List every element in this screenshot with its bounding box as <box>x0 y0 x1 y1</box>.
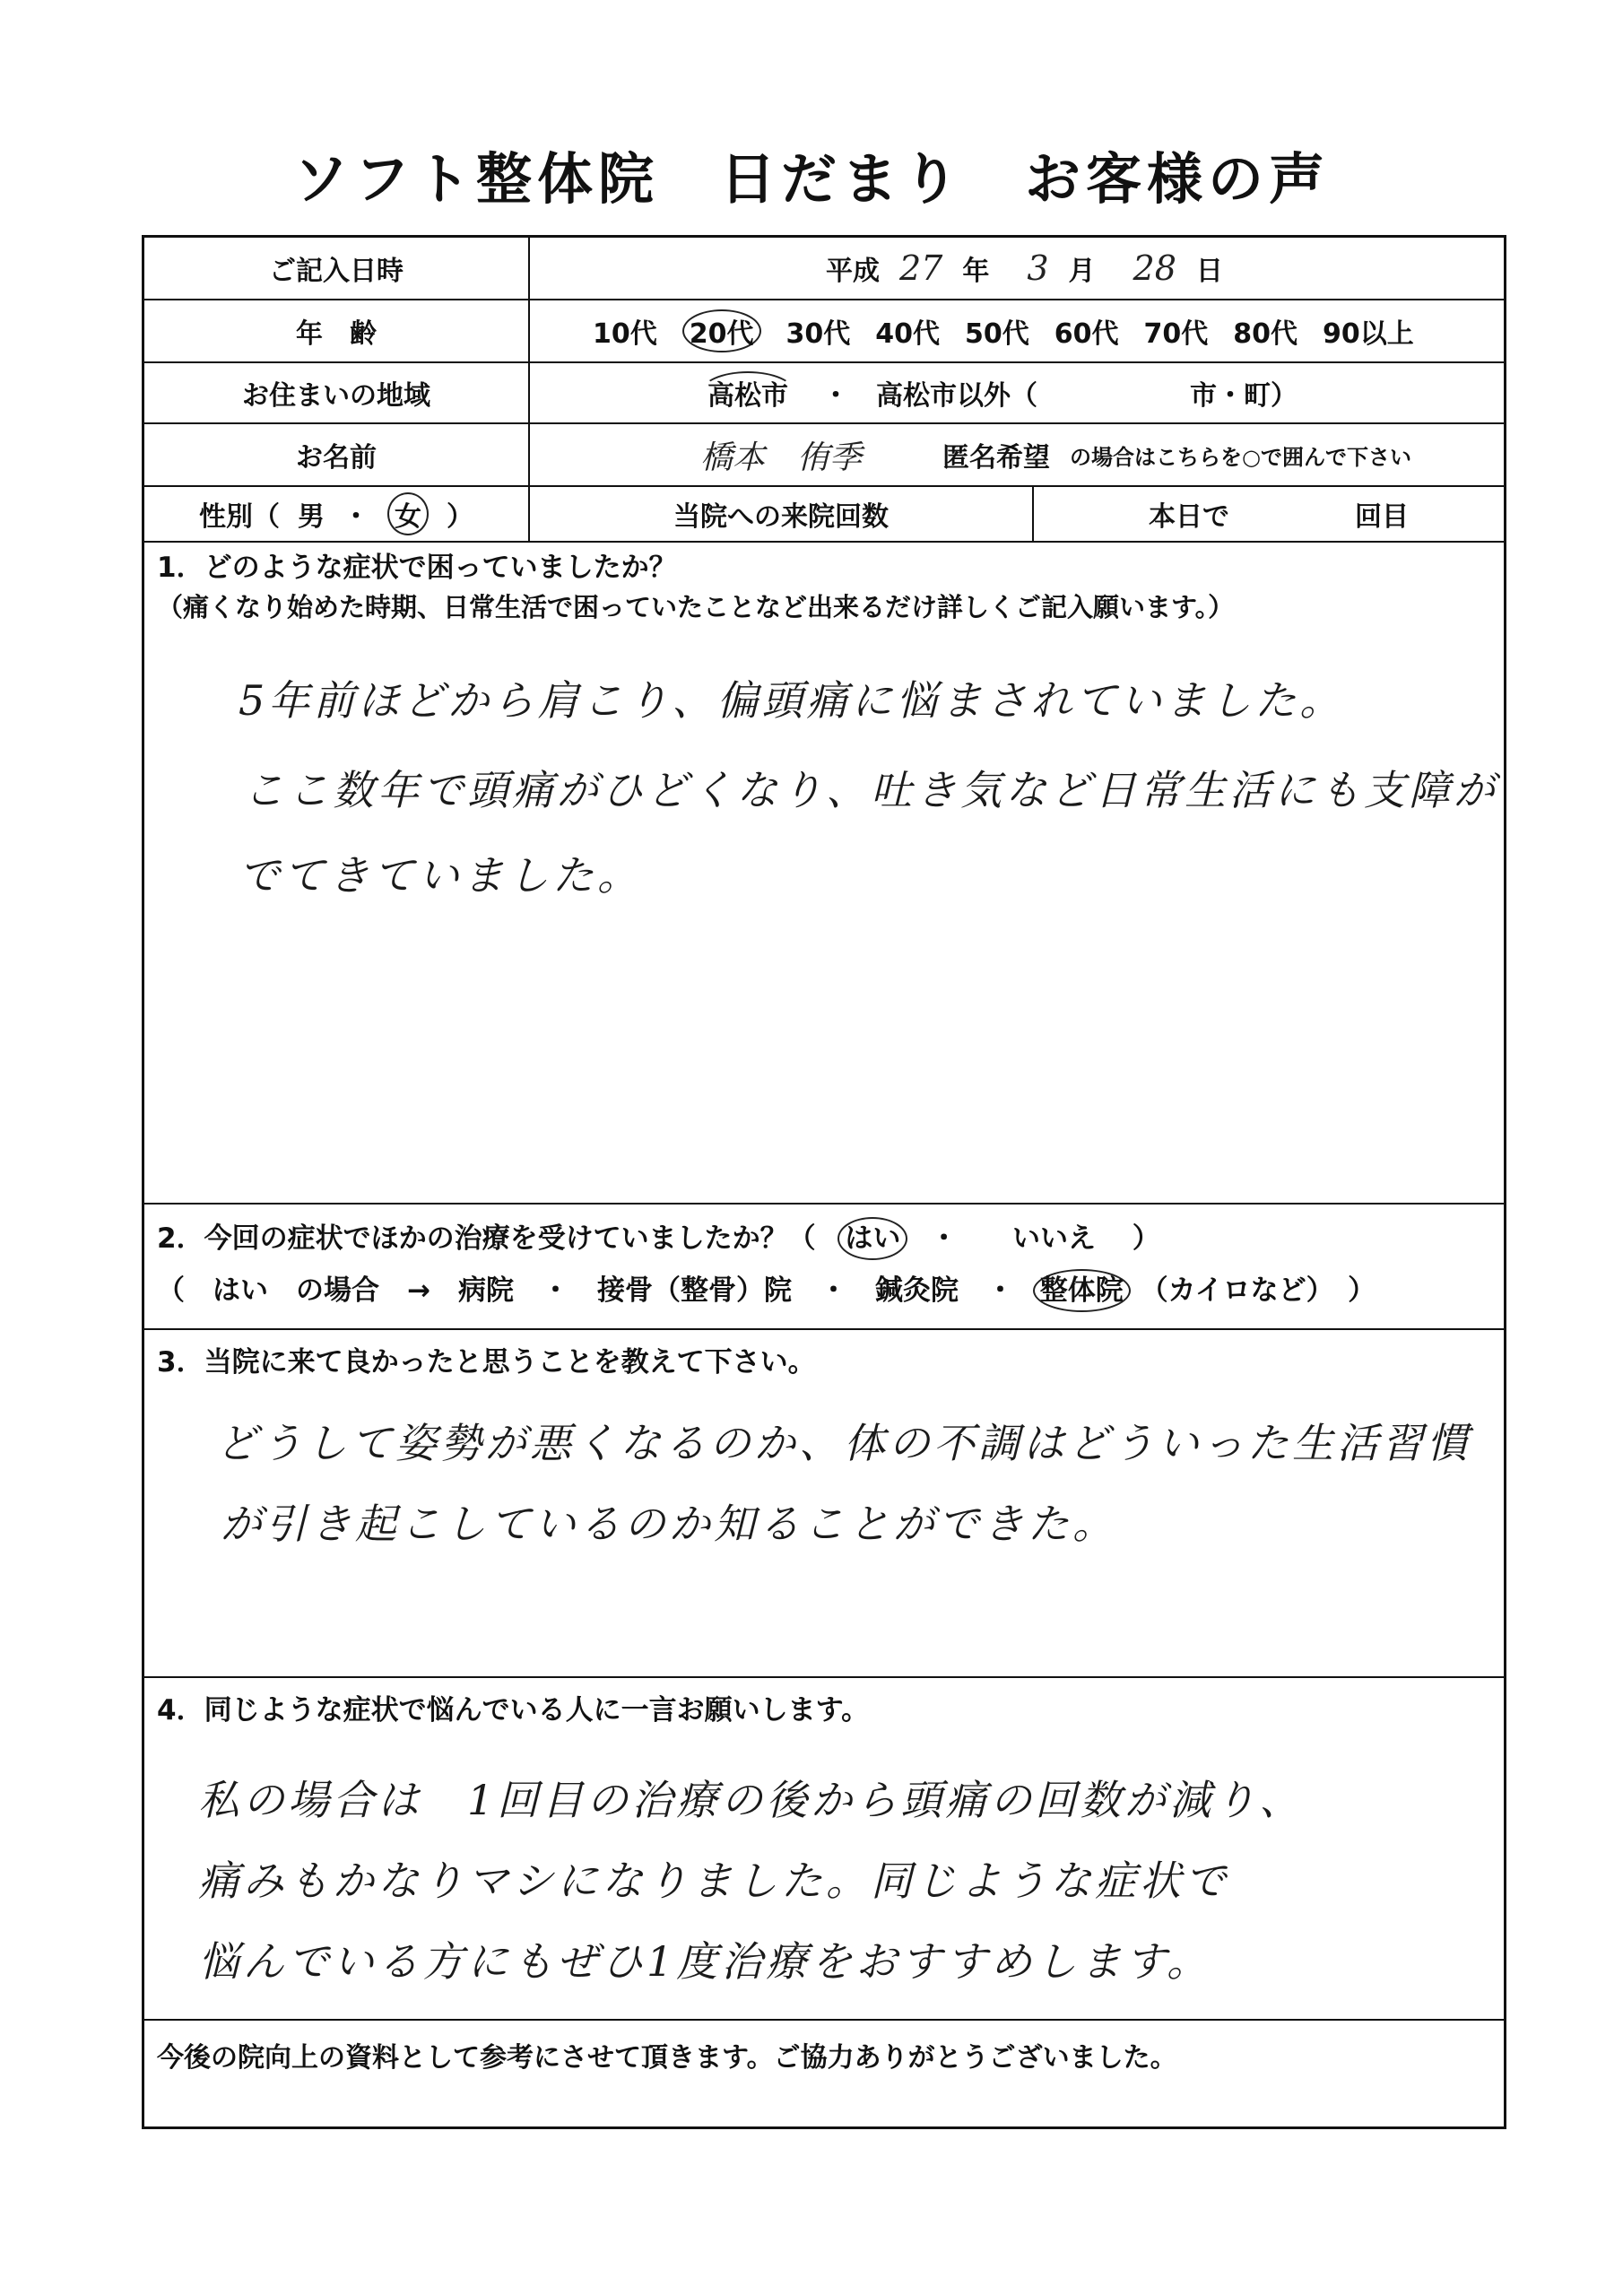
area-value <box>530 363 1504 422</box>
date-day[interactable]: 28 <box>1133 248 1176 288</box>
q3-heading: 3．当院に来て良かったと思うことを教えて下さい。 <box>157 1346 816 1378</box>
age-option-90[interactable]: 90以上 <box>1323 318 1414 350</box>
gender-cell <box>144 487 530 541</box>
area-label: お住まいの地域 <box>144 363 530 422</box>
date-label: ご記入日時 <box>144 238 530 299</box>
gender-female-selected[interactable]: 女 <box>387 492 429 535</box>
age-option-10[interactable]: 10代 <box>593 318 657 350</box>
name-label: お名前 <box>144 424 530 485</box>
q2-close: ） <box>1132 1222 1160 1255</box>
area-dot: ・ <box>822 380 849 412</box>
age-label: 年 齢 <box>144 300 530 361</box>
footer-note: 今後の院向上の資料として参考にさせて頂きます。ご協力ありがとうございました。 <box>157 2042 1177 2074</box>
q2-yes-selected[interactable]: はい <box>838 1217 907 1260</box>
name-row <box>144 424 1504 487</box>
age-option-70[interactable]: 70代 <box>1143 318 1209 350</box>
area-row <box>144 363 1504 424</box>
q1-heading: 1．どのような症状で困っていましたか？ <box>157 552 677 584</box>
gender-row <box>144 487 1504 543</box>
name-value <box>530 424 1504 485</box>
q3-answer-line-2: が引き起こしているのか知ることができた。 <box>221 1500 1117 1548</box>
age-option-40[interactable]: 40代 <box>875 318 940 350</box>
gender-dot: ・ <box>343 501 369 533</box>
q3-answer-line-1: どうして姿勢が悪くなるのか、体の不調はどういった生活習慣 <box>216 1419 1471 1467</box>
visits-times: 回目 <box>1355 501 1409 533</box>
q2-line-2 <box>157 1269 1376 1312</box>
age-options <box>530 300 1504 361</box>
name-handwritten[interactable]: 橋本 侑季 <box>700 439 863 476</box>
visits-today: 本日で <box>1149 501 1229 533</box>
date-row <box>144 238 1504 300</box>
area-other[interactable]: 高松市以外（ <box>876 380 1037 412</box>
q4-answer-line-1: 私の場合は 1回目の治療の後から頭痛の回数が減り、 <box>198 1776 1305 1824</box>
anon-note: の場合はこちらを○で囲んで下さい <box>1070 444 1411 470</box>
visits-count <box>1032 487 1504 541</box>
q4-section <box>144 1678 1504 2021</box>
age-option-20-selected[interactable]: 20代 <box>682 309 761 352</box>
date-month-unit: 月 <box>1068 256 1096 287</box>
age-row <box>144 300 1504 363</box>
area-takamatsu[interactable]: 高松市 <box>700 371 795 414</box>
q3-section <box>144 1330 1504 1678</box>
gender-male[interactable]: 男 <box>298 501 325 533</box>
q4-heading: 4．同じような症状で悩んでいる人に一言お願いします。 <box>157 1694 870 1726</box>
gender-close: ） <box>447 501 473 533</box>
age-option-30[interactable]: 30代 <box>785 318 851 350</box>
gender-label: 性別（ <box>199 501 280 533</box>
date-day-unit: 日 <box>1195 256 1223 287</box>
date-year[interactable]: 27 <box>899 248 943 288</box>
visits-label: 当院への来院回数 <box>530 487 1034 541</box>
q2-section <box>144 1205 1504 1330</box>
q2-seitai-selected[interactable]: 整体院 <box>1033 1269 1131 1312</box>
q1-answer-line-2: ここ数年で頭痛がひどくなり、吐き気など日常生活にも支障が <box>243 766 1498 814</box>
q1-answer-line-1: 5年前ほどから肩こり、偏頭痛に悩まされていました。 <box>239 676 1345 725</box>
q2-question: 2．今回の症状でほかの治療を受けていましたか？（ <box>157 1222 816 1255</box>
survey-form <box>142 235 1506 2129</box>
age-option-80[interactable]: 80代 <box>1233 318 1298 350</box>
q4-answer-line-3: 悩んでいる方にもぜひ1度治療をおすすめします。 <box>198 1937 1212 1986</box>
date-value <box>530 238 1504 299</box>
date-month[interactable]: 3 <box>1027 248 1049 288</box>
q2-sep: ・ <box>930 1222 959 1255</box>
age-option-60[interactable]: 60代 <box>1054 318 1119 350</box>
q2-options-post: （カイロなど） ） <box>1140 1274 1376 1307</box>
q1-section <box>144 543 1504 1205</box>
q2-line-1 <box>157 1217 1160 1260</box>
q1-subheading: （痛くなり始めた時期、日常生活で困っていたことなど出来るだけ詳しくご記入願います。） <box>157 592 1235 622</box>
date-era: 平成 <box>826 256 880 287</box>
q1-answer-line-3: でてきていました。 <box>239 851 642 900</box>
q2-options: （ はい の場合 → 病院 ・ 接骨（整骨）院 ・ 鍼灸院 ・ <box>157 1274 1014 1307</box>
anon-option[interactable]: 匿名希望 <box>942 442 1050 474</box>
date-year-unit: 年 <box>962 256 990 287</box>
page-title: ソフト整体院 日だまり お客様の声 <box>292 146 1330 212</box>
q2-no[interactable]: いいえ <box>1011 1222 1096 1255</box>
area-suffix: 市・町） <box>1190 380 1298 412</box>
age-option-50[interactable]: 50代 <box>965 318 1029 350</box>
q4-answer-line-2: 痛みもかなりマシになりました。同じような症状で <box>198 1857 1229 1905</box>
